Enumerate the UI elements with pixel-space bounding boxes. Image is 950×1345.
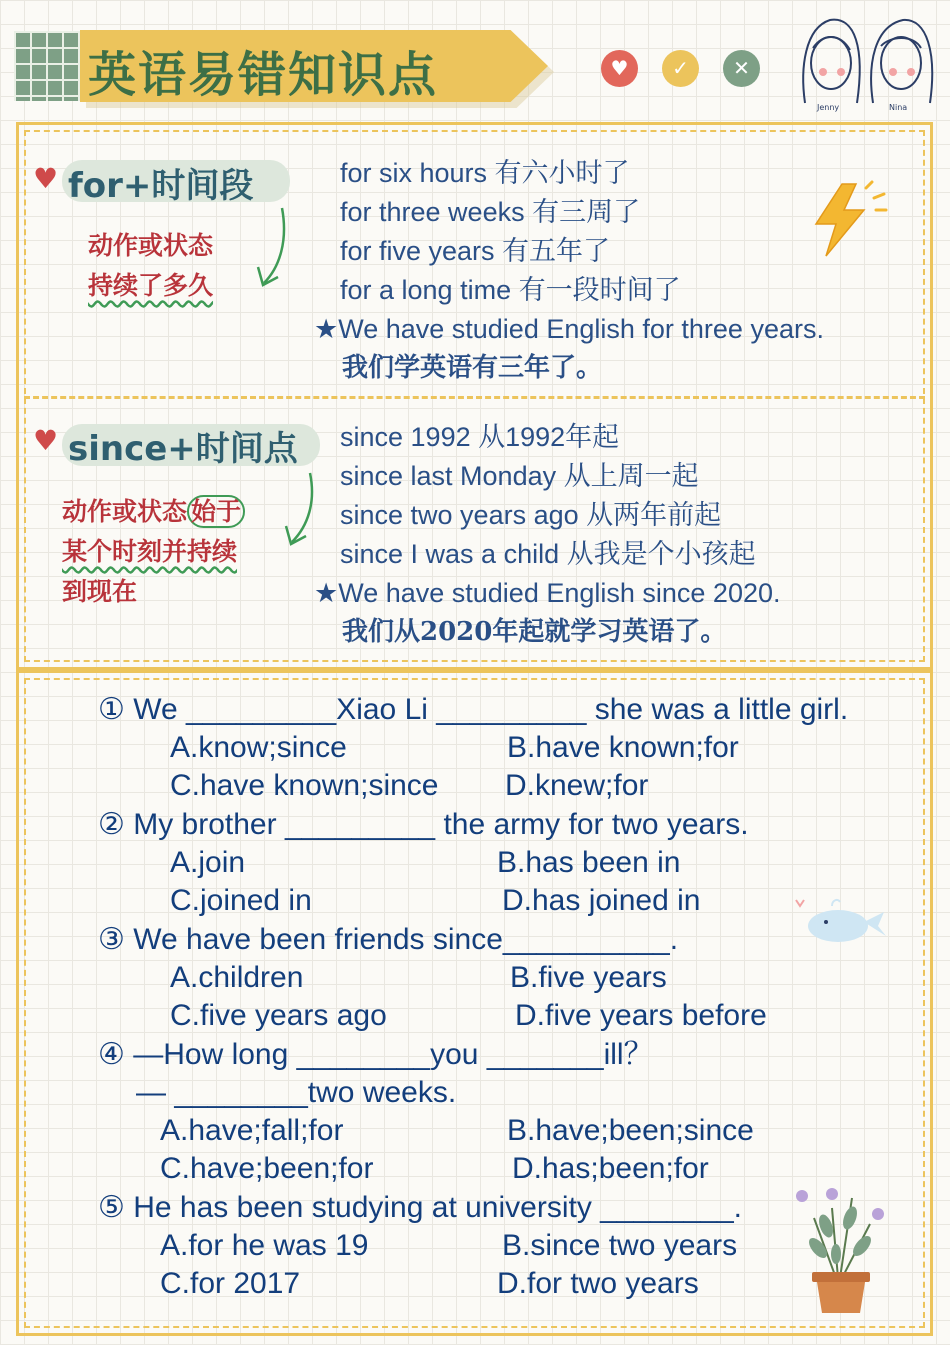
- since-example-4: since I was a child 从我是个小孩起: [340, 539, 756, 569]
- since-note-line1-a: 动作或状态: [62, 497, 188, 526]
- quiz-5-option-d: D.for two years: [497, 1267, 699, 1300]
- section-divider: [24, 396, 925, 399]
- quiz-question-2: ② My brother _________ the army for two years.: [98, 808, 749, 841]
- heart-icon: ♥: [33, 162, 59, 195]
- title-grid-decoration: [14, 31, 80, 101]
- arrow-icon: [252, 205, 292, 290]
- for-section-label: for+时间段: [68, 166, 254, 206]
- quiz-3-option-b: B.five years: [510, 961, 667, 994]
- quiz-4-option-d: D.has;been;for: [512, 1152, 709, 1185]
- for-example-1: for six hours 有六小时了: [340, 158, 630, 188]
- quiz-5-option-c: C.for 2017: [160, 1267, 301, 1300]
- for-example-3: for five years 有五年了: [340, 236, 611, 266]
- plant-pot-icon: [780, 1168, 900, 1318]
- avatar-name-2: Nina: [889, 103, 908, 112]
- quiz-4-option-b: B.have;been;since: [507, 1114, 754, 1147]
- quiz-2-option-d: D.has joined in: [502, 884, 701, 917]
- quiz-question-4-reply: — ________two weeks.: [136, 1076, 457, 1109]
- since-note-line2-text: 某个时刻并持续: [62, 537, 238, 566]
- since-example-2: since last Monday 从上周一起: [340, 461, 699, 491]
- quiz-question-1: ① We _________Xiao Li _________ she was a little girl.: [98, 693, 849, 726]
- quiz-4-option-a: A.have;fall;for: [160, 1114, 344, 1147]
- check-icon: ✓: [662, 50, 699, 87]
- quiz-question-5: ⑤ He has been studying at university ________.: [98, 1191, 742, 1224]
- lightning-icon: [800, 180, 895, 260]
- whale-icon: [786, 892, 891, 947]
- quiz-5-option-a: A.for he was 19: [160, 1229, 369, 1262]
- for-example-translation: 我们学英语有三年了。: [342, 353, 603, 383]
- since-note-line1-b: 始于: [187, 495, 245, 528]
- for-example-sentence: ★We have studied English for three years.: [314, 314, 824, 344]
- quiz-5-option-b: B.since two years: [502, 1229, 738, 1262]
- heart-icon: ♥: [601, 50, 638, 87]
- quiz-question-4: ④ —How long ________you _______ill？: [98, 1038, 654, 1071]
- since-example-sentence: ★We have studied English since 2020.: [314, 578, 781, 608]
- quiz-3-option-d: D.five years before: [515, 999, 767, 1032]
- since-note-line3: 到现在: [62, 577, 138, 606]
- quiz-2-option-a: A.join: [170, 846, 246, 879]
- quiz-question-3: ③ We have been friends since__________.: [98, 923, 679, 956]
- since-section-label: since+时间点: [68, 429, 298, 469]
- since-note-line1: [62, 492, 245, 532]
- arrow-icon: [282, 470, 322, 550]
- quiz-1-option-a: A.know;since: [170, 731, 347, 764]
- quiz-1-option-b: B.have known;for: [507, 731, 739, 764]
- since-note-line2: [62, 532, 237, 572]
- quiz-4-option-c: C.have;been;for: [160, 1152, 374, 1185]
- page-title: 英语易错知识点: [88, 47, 439, 103]
- for-note-line1: 动作或状态: [88, 231, 214, 260]
- heart-icon: ♥: [33, 424, 59, 457]
- close-icon: ✕: [723, 50, 760, 87]
- quiz-3-option-c: C.five years ago: [170, 999, 387, 1032]
- avatar-name-1: Jenny: [817, 103, 840, 112]
- for-example-4: for a long time 有一段时间了: [340, 275, 681, 305]
- quiz-2-option-c: C.joined in: [170, 884, 312, 917]
- since-example-translation: 我们从2020年起就学习英语了。: [342, 617, 727, 647]
- since-example-3: since two years ago 从两年前起: [340, 500, 722, 530]
- quiz-2-option-b: B.has been in: [497, 846, 681, 879]
- quiz-1-option-c: C.have known;since: [170, 769, 439, 802]
- since-example-1: since 1992 从1992年起: [340, 422, 620, 452]
- avatars-illustration: [795, 8, 945, 114]
- for-note-line2: 持续了多久: [88, 271, 214, 300]
- for-example-2: for three weeks 有三周了: [340, 197, 641, 227]
- quiz-1-option-d: D.knew;for: [505, 769, 649, 802]
- quiz-3-option-a: A.children: [170, 961, 304, 994]
